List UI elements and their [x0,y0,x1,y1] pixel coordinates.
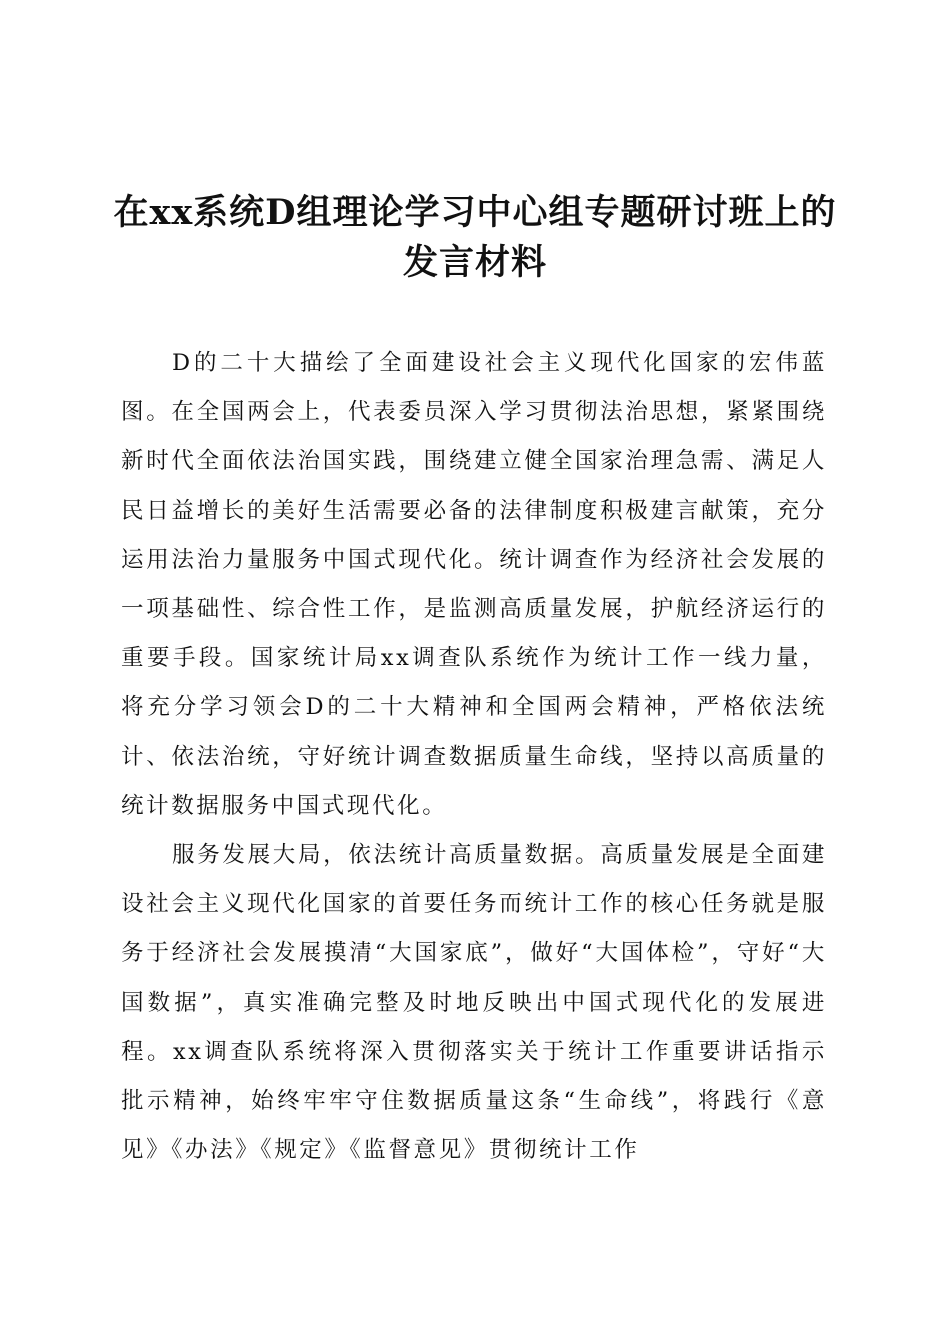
paragraph: 服务发展大局，依法统计高质量数据。高质量发展是全面建设社会主义现代化国家的首要任务而统计工作的核心任务就是服务于经济社会发展摸清“大国家底”，做好“大国体检”，守好“大国数据”，真实准确完整及时地反映出中国式现代化的发展进程。xx调查队系统将深入贯彻落实关于统计工作重要讲话指示批示精神，始终牢牢守住数据质量这条“生命线”，将践行《意见》《办法》《规定》《监督意见》贯彻统计工作 [121,842,827,1164]
document-title: 在xx系统D组理论学习中心组专题研讨班上的发言材料 [113,192,837,283]
paragraph: D的二十大描绘了全面建设社会主义现代化国家的宏伟蓝图。在全国两会上，代表委员深入学习贯彻法治思想，紧紧围绕新时代全面依法治国实践，围绕建立健全国家治理急需、满足人民日益增长的美好生活需要必备的法律制度积极建言献策，充分运用法治力量服务中国式现代化。统计调查作为经济社会发展的一项基础性、综合性工作，是监测高质量发展，护航经济运行的重要手段。国家统计局xx调查队系统作为统计工作一线力量，将充分学习领会D的二十大精神和全国两会精神，严格依法统计、依法治统，守好统计调查数据质量生命线，坚持以高质量的统计数据服务中国式现代化。 [121,350,827,819]
document-body [121,339,827,1175]
